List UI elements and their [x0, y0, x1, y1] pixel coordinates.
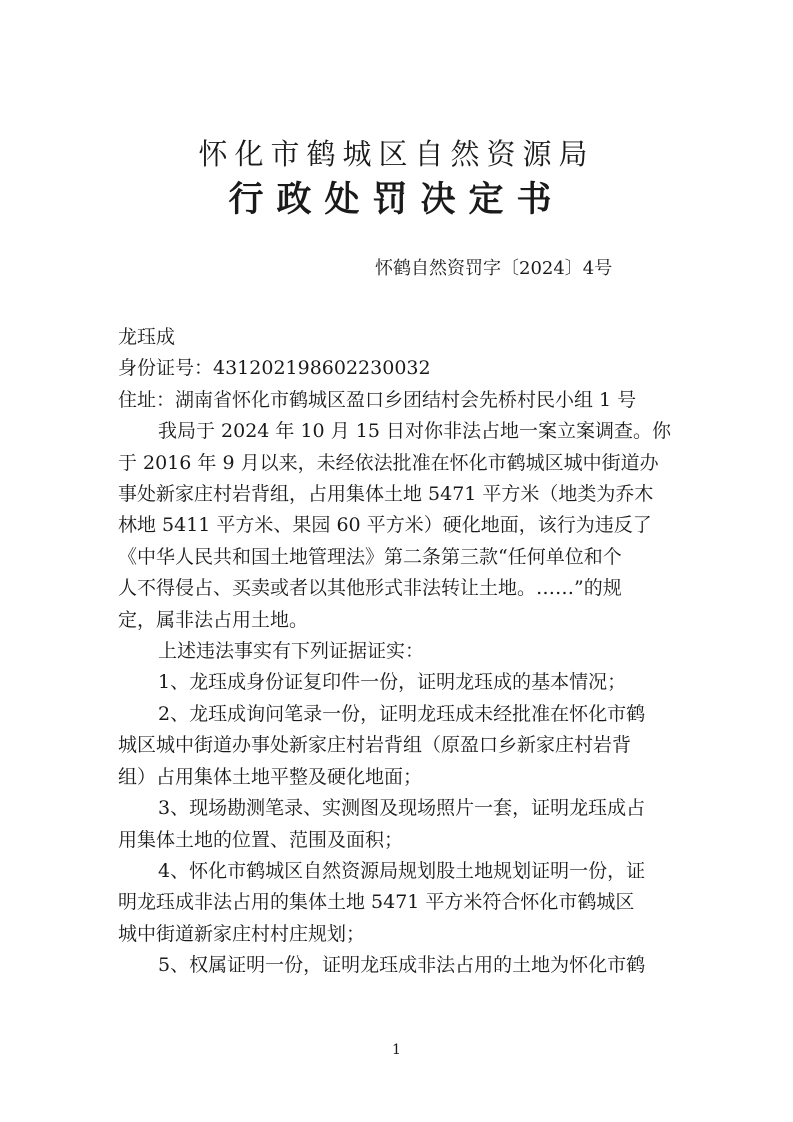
evidence-item: 1、龙珏成身份证复印件一份，证明龙珏成的基本情况； — [158, 671, 627, 694]
facts-line: 《中华人民共和国土地管理法》第二条第三款“任何单位和个 — [118, 545, 622, 568]
evidence-item-continued: 用集体土地的位置、范围及面积； — [118, 828, 404, 851]
evidence-item-continued: 明龙珏成非法占用的集体土地 5471 平方米符合怀化市鹤城区 — [118, 891, 635, 914]
evidence-intro: 上述违法事实有下列证据证实： — [158, 640, 425, 663]
party-name: 龙珏成 — [118, 326, 176, 348]
facts-line: 我局于 2024 年 10 月 15 日对你非法占地一案立案调查。你 — [158, 420, 671, 443]
document-title: 行政处罚决定书 — [228, 179, 565, 220]
evidence-item-continued: 城区城中街道办事处新家庄村岩背组（原盈口乡新家庄村岩背 — [118, 734, 632, 757]
evidence-item: 2、龙珏成询问笔录一份，证明龙珏成未经批准在怀化市鹤 — [158, 702, 646, 725]
evidence-item: 3、现场勘测笔录、实测图及现场照片一套，证明龙珏成占 — [158, 797, 646, 820]
evidence-item: 5、权属证明一份，证明龙珏成非法占用的土地为怀化市鹤 — [158, 954, 646, 977]
facts-line: 人不得侵占、买卖或者以其他形式非法转让土地。……”的规 — [118, 577, 622, 600]
party-address: 住址：湖南省怀化市鹤城区盈口乡团结村会先桥村民小组 1 号 — [118, 388, 637, 411]
facts-line: 于 2016 年 9 月以来，未经依法批准在怀化市鹤城区城中街道办 — [118, 451, 659, 474]
facts-line: 事处新家庄村岩背组，占用集体土地 5471 平方米（地类为乔木 — [118, 483, 654, 506]
evidence-item-continued: 城中街道新家庄村村庄规划； — [118, 922, 366, 945]
evidence-item: 4、怀化市鹤城区自然资源局规划股土地规划证明一份，证 — [158, 859, 646, 882]
facts-line: 林地 5411 平方米、果园 60 平方米）硬化地面，该行为违反了 — [118, 514, 652, 537]
party-id-number: 身份证号：431202198602230032 — [118, 357, 431, 380]
page-number: 1 — [392, 1042, 401, 1058]
document-number: 怀鹤自然资罚字〔2024〕4号 — [375, 258, 613, 279]
facts-line: 定，属非法占用土地。 — [118, 608, 309, 631]
issuing-authority: 怀化市鹤城区自然资源局 — [198, 137, 595, 171]
evidence-item-continued: 组）占用集体土地平整及硬化地面； — [118, 765, 423, 788]
document-body — [118, 322, 718, 982]
